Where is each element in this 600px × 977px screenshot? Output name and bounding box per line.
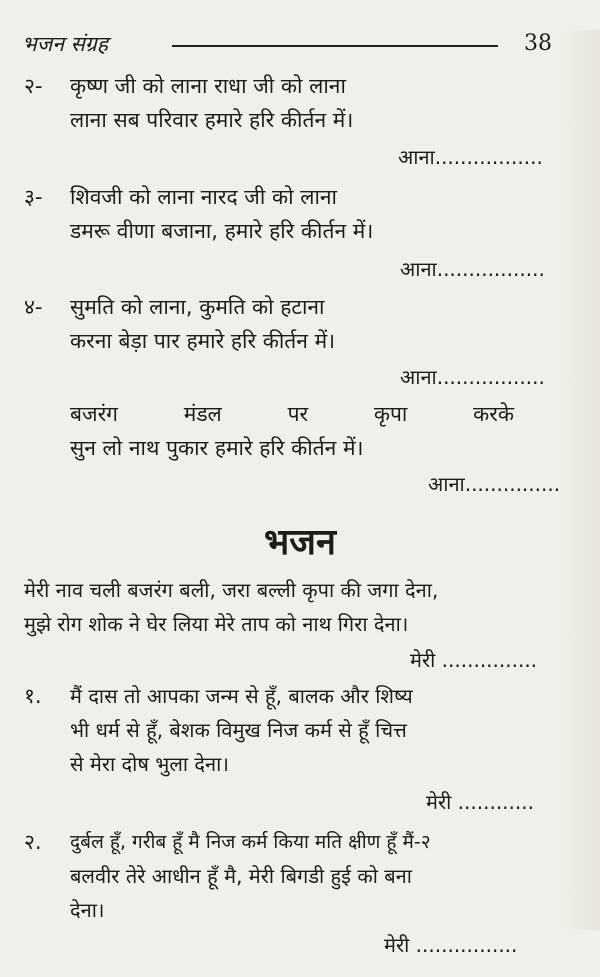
running-title: भजन संग्रह <box>22 32 108 56</box>
refrain-cue: आना................. <box>398 145 543 169</box>
bhajan-line: दुर्बल हूँ, गरीब हूँ मै निज कर्म किया मति क्षीण हूँ मैं-२ <box>70 831 431 853</box>
stanza-number: २- <box>24 74 43 98</box>
stanza-line: शिवजी को लाना नारद जी को लाना <box>70 185 337 209</box>
section-heading: भजन <box>263 522 336 563</box>
refrain-cue: मेरी ............ <box>426 790 534 814</box>
refrain-cue: मेरी ............... <box>410 648 538 672</box>
header-rule <box>172 45 498 47</box>
stanza-line: करना बेड़ा पार हमारे हरि कीर्तन में। <box>70 329 336 353</box>
bhajan-line: बलवीर तेरे आधीन हूँ मै, मेरी बिगडी हुई को बना <box>70 864 412 888</box>
stanza-number: ४- <box>24 295 43 319</box>
page-edge-shadow <box>560 30 600 930</box>
bhajan-line: भी धर्म से हूँ, बेशक विमुख निज कर्म से हूँ चित्त <box>70 718 407 742</box>
bhajan-line: से मेरा दोष भुला देना। <box>70 752 229 776</box>
bhajan-line: मैं दास तो आपका जन्म से हूँ, बालक और शिष्य <box>70 684 413 708</box>
refrain-cue: मेरी ................ <box>384 933 518 957</box>
page-header <box>22 30 552 60</box>
bhajan-line: देना। <box>70 898 105 922</box>
stanza-line: कृष्ण जी को लाना राधा जी को लाना <box>70 74 346 98</box>
stanza-line: लाना सब परिवार हमारे हरि कीर्तन में। <box>70 108 354 132</box>
verse-number: २. <box>24 830 42 854</box>
refrain-cue: आना................. <box>400 365 545 389</box>
stanza-line-justified <box>70 398 514 430</box>
bhajan-line: मेरी नाव चली बजरंग बली, जरा बल्ली कृपा की जगा देना, <box>24 578 439 602</box>
page-number: 38 <box>524 31 552 56</box>
word: पर <box>287 402 309 426</box>
word: कृपा <box>373 402 408 426</box>
bhajan-line: मुझे रोग शोक ने घेर लिया मेरे ताप को नाथ गिरा देना। <box>24 612 409 636</box>
word: बजरंग <box>70 402 118 426</box>
stanza-number: ३- <box>24 185 43 209</box>
refrain-cue: आना................. <box>400 257 545 281</box>
refrain-cue: आना............... <box>428 472 561 496</box>
stanza-line: डमरू वीणा बजाना, हमारे हरि कीर्तन में। <box>70 219 374 243</box>
word: मंडल <box>183 402 222 426</box>
stanza-line: सुन लो नाथ पुकार हमारे हरि कीर्तन में। <box>70 436 364 460</box>
verse-number: १. <box>24 684 42 708</box>
stanza-line: सुमति को लाना, कुमति को हटाना <box>70 295 325 319</box>
word: करके <box>473 402 514 426</box>
